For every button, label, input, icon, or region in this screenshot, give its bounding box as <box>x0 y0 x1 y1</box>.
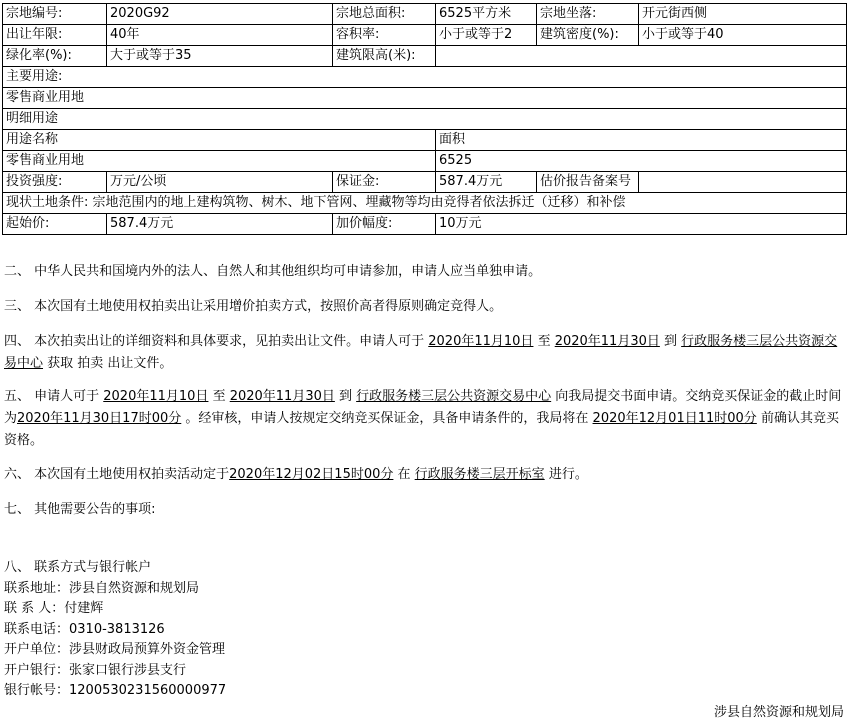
cell-label: 估价报告备案号 <box>537 172 639 193</box>
cell-label: 起始价: <box>3 214 107 235</box>
text: 获取 拍卖 出让文件。 <box>43 356 173 371</box>
paragraph-application <box>4 386 846 452</box>
auction-time: 2020年12月02日15时00分 <box>229 467 394 482</box>
text: 至 <box>208 389 230 404</box>
cell-label: 宗地总面积: <box>333 4 436 25</box>
contact-person: 联 系 人：付建辉 <box>4 601 104 616</box>
cell-label: 宗地编号: <box>3 4 107 25</box>
cell-label: 主要用途: <box>3 67 847 88</box>
text: 。经审核，申请人按规定交纳竞买保证金，具备申请条件的，我局将在 <box>181 411 593 426</box>
table-row <box>3 46 847 67</box>
cell-label: 绿化率(%): <box>3 46 107 67</box>
date-start: 2020年11月10日 <box>428 334 534 349</box>
contact-address: 联系地址：涉县自然资源和规划局 <box>4 580 200 596</box>
cell-value: 10万元 <box>436 214 847 235</box>
cell-value: 587.4万元 <box>436 172 537 193</box>
table-row <box>3 151 847 172</box>
text: 至 <box>533 334 555 349</box>
table-row <box>3 193 847 214</box>
date-end: 2020年11月30日 <box>229 389 335 404</box>
table-row <box>3 67 847 88</box>
table-row <box>3 88 847 109</box>
cell-label: 用途名称 <box>3 130 436 151</box>
cell-value: 万元/公顷 <box>107 172 333 193</box>
deposit-deadline: 2020年11月30日17时00分 <box>17 411 182 426</box>
cell-value <box>639 172 847 193</box>
cell-value: 2020G92 <box>107 4 333 25</box>
cell-value <box>436 46 847 67</box>
contact-heading: 八、 联系方式与银行帐户 <box>4 560 152 575</box>
cell-label: 投资强度: <box>3 172 107 193</box>
cell-label: 建筑密度(%): <box>537 25 639 46</box>
table-row <box>3 25 847 46</box>
cell-label: 加价幅度: <box>333 214 436 235</box>
confirmation-time: 2020年12月01日11时00分 <box>592 411 757 426</box>
account-bank: 开户银行：张家口银行涉县支行 <box>4 662 187 678</box>
location: 行政服务楼三层公共资源交易中心 <box>356 389 552 404</box>
cell-value: 小于或等于40 <box>639 25 847 46</box>
location: 行政服务楼三层公共资源交易中心 <box>4 334 838 371</box>
cell-label: 宗地坐落: <box>537 4 639 25</box>
cell-label: 容积率: <box>333 25 436 46</box>
signature: 涉县自然资源和规划局 <box>713 705 844 720</box>
contact-phone: 联系电话：0310-3813126 <box>4 621 165 637</box>
table-row <box>3 172 847 193</box>
cell-label: 出让年限: <box>3 25 107 46</box>
contact-section <box>4 558 226 702</box>
paragraph-documents <box>4 331 846 375</box>
cell-value: 现状土地条件: 宗地范围内的地上建构筑物、树木、地下管网、埋藏物等均由竞得者依法拆迁（迁移）和补偿 <box>3 193 847 214</box>
cell-label: 面积 <box>436 130 847 151</box>
text: 前确认其竞买资格。 <box>4 411 839 448</box>
table-row <box>3 214 847 235</box>
table-row <box>3 109 847 130</box>
land-parcel-table <box>2 3 847 235</box>
cell-value: 6525 <box>436 151 847 172</box>
date-start: 2020年11月10日 <box>103 389 209 404</box>
account-unit: 开户单位：涉县财政局预算外资金管理 <box>4 642 226 657</box>
date-end: 2020年11月30日 <box>554 334 660 349</box>
text: 向我局提交书面申请。交纳竞买保证金的截止时间为 <box>4 389 842 426</box>
account-number: 银行帐号：1200530231560000977 <box>4 683 227 698</box>
text: 五、 申请人可于 <box>4 389 104 404</box>
paragraph-auction-time <box>4 464 846 486</box>
text: 到 <box>659 334 682 349</box>
cell-label: 保证金: <box>333 172 436 193</box>
cell-label: 建筑限高(米): <box>333 46 436 67</box>
table-row <box>3 130 847 151</box>
cell-value: 40年 <box>107 25 333 46</box>
cell-value: 6525平方米 <box>436 4 537 25</box>
text: 进行。 <box>544 467 588 482</box>
cell-value: 小于或等于2 <box>436 25 537 46</box>
cell-value: 587.4万元 <box>107 214 333 235</box>
cell-label: 明细用途 <box>3 109 847 130</box>
location: 行政服务楼三层开标室 <box>414 467 545 482</box>
text: 在 <box>393 467 415 482</box>
cell-value: 大于或等于35 <box>107 46 333 67</box>
text: 四、 本次拍卖出让的详细资料和具体要求，见拍卖出让文件。申请人可于 <box>4 334 429 349</box>
cell-value: 零售商业用地 <box>3 88 847 109</box>
text: 到 <box>334 389 357 404</box>
table-row <box>3 4 847 25</box>
paragraph-auction-method: 三、 本次国有土地使用权拍卖出让采用增价拍卖方式，按照价高者得原则确定竞得人。 <box>4 299 503 314</box>
cell-value: 开元街西侧 <box>639 4 847 25</box>
paragraph-other-matters: 七、 其他需要公告的事项: <box>4 502 156 517</box>
text: 六、 本次国有土地使用权拍卖活动定于 <box>4 467 230 482</box>
paragraph-eligibility: 二、 中华人民共和国境内外的法人、自然人和其他组织均可申请参加，申请人应当单独申请。 <box>4 264 542 279</box>
cell-value: 零售商业用地 <box>3 151 436 172</box>
